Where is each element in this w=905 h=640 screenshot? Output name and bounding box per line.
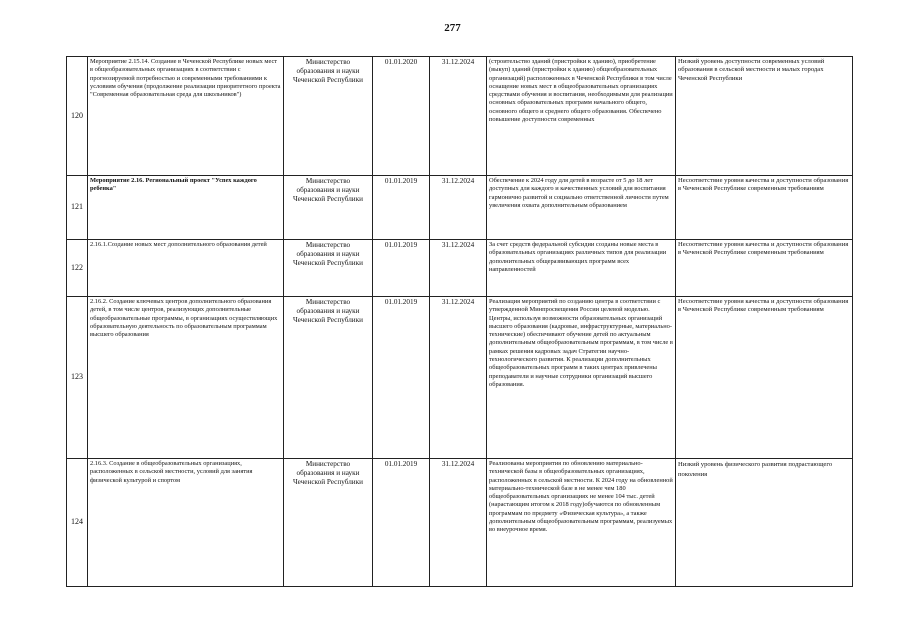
start-date-cell: 01.01.2020 <box>373 57 430 176</box>
row-number: 122 <box>67 240 88 297</box>
organization-cell: Министерство образования и науки Чеченской Республики <box>284 176 373 240</box>
risk-cell: Несоответствие уровня качества и доступности образования в Чеченской Республике современным требованиям <box>676 240 853 297</box>
event-cell: 2.16.3. Создание в общеобразовательных организациях, расположенных в сельской местности, условий для занятия физической культурой и спортом <box>88 459 284 587</box>
row-number: 124 <box>67 459 88 587</box>
end-date-cell: 31.12.2024 <box>430 176 487 240</box>
event-cell: Мероприятие 2.15.14. Создание в Чеченской Республике новых мест в общеобразовательных организациях в соответствии с прогнозируемой потребностью и современными требованиями к условиям обучения (продолжение реализации приоритетного проекта "Современная образовательная среда для школьников") <box>88 57 284 176</box>
risk-cell: Низкий уровень физического развития подрастающего поколения <box>676 459 853 587</box>
table-row <box>67 459 853 587</box>
risk-cell: Несоответствие уровня качества и доступности образования в Чеченской Республике современным требованиям <box>676 297 853 459</box>
result-cell: За счет средств федеральной субсидии созданы новые места в образовательных организациях различных типов для реализации дополнительных общеразвивающих программ всех направленностей <box>487 240 676 297</box>
end-date-cell: 31.12.2024 <box>430 57 487 176</box>
start-date-cell: 01.01.2019 <box>373 240 430 297</box>
table-row <box>67 57 853 176</box>
result-cell: (строительство зданий (пристройки к зданию), приобретение (выкуп) зданий (пристройки к зданию) общеобразовательных организаций) расположенных в Чеченской Республики в том числе оснащение новых мест в общеобразовательных организациях средствами обучения и воспитания, необходимыми для реализации основных образовательных программ начального общего, основного общего и среднего общего образования. Обеспечено повышение доступности современных <box>487 57 676 176</box>
event-cell: 2.16.2. Создание ключевых центров дополнительного образования детей, в том числе центров, реализующих дополнительные общеобразовательные программы, в организациях осуществляющих образовательную деятельность по образовательным программам высшего образования <box>88 297 284 459</box>
result-cell: Реализация мероприятий по созданию центра в соответствии с утвержденной Минпросвещения России целевой моделью. Центры, используя возможности образовательных организаций высшего образования (кадровые, инфраструктурные, материально-технические) обеспечивают обучение детей по актуальным дополнительным общеобразовательным программам, в том числе в рамках решения кадровых задач Стратегии научно-технологического развития. К реализации дополнительных общеобразовательных программ в таких центрах привлечены преподаватели и научные сотрудники организаций высшего образования. <box>487 297 676 459</box>
organization-cell: Министерство образования и науки Чеченской Республики <box>284 57 373 176</box>
result-cell: Реализованы мероприятия по обновлению материально-технической базы в общеобразовательных организациях, расположенных в сельской местности. К 2024 году на обновленной материально-технической базе в не менее чем 180 общеобразовательных организациях не менее 104 тыс. детей (нарастающим итогом к 2018 году)обучаются по обновленным программам по предмету «Физическая культура», а также дополнительным общеобразовательным программам, реализуемых во внеурочное время. <box>487 459 676 587</box>
end-date-cell: 31.12.2024 <box>430 459 487 587</box>
end-date-cell: 31.12.2024 <box>430 240 487 297</box>
organization-cell: Министерство образования и науки Чеченской Республики <box>284 459 373 587</box>
end-date-cell: 31.12.2024 <box>430 297 487 459</box>
program-table <box>66 56 853 587</box>
table-row <box>67 240 853 297</box>
organization-cell: Министерство образования и науки Чеченской Республики <box>284 240 373 297</box>
row-number: 120 <box>67 57 88 176</box>
result-cell: Обеспечение к 2024 году для детей в возрасте от 5 до 18 лет доступных для каждого и качественных условий для воспитания гармонично развитой и социально ответственной личности путем увеличения охвата дополнительным образованием <box>487 176 676 240</box>
risk-cell: Несоответствие уровня качества и доступности образования в Чеченской Республике современным требованиям <box>676 176 853 240</box>
start-date-cell: 01.01.2019 <box>373 459 430 587</box>
start-date-cell: 01.01.2019 <box>373 176 430 240</box>
row-number: 123 <box>67 297 88 459</box>
event-cell: Мероприятие 2.16. Региональный проект "Успех каждого ребенка" <box>88 176 284 240</box>
table-row <box>67 176 853 240</box>
row-number: 121 <box>67 176 88 240</box>
organization-cell: Министерство образования и науки Чеченской Республики <box>284 297 373 459</box>
risk-cell: Низкий уровень доступности современных условий образования в сельской местности и малых городах Чеченской Республики <box>676 57 853 176</box>
start-date-cell: 01.01.2019 <box>373 297 430 459</box>
table-row <box>67 297 853 459</box>
event-cell: 2.16.1.Создание новых мест дополнительного образования детей <box>88 240 284 297</box>
page-number: 277 <box>444 22 461 34</box>
